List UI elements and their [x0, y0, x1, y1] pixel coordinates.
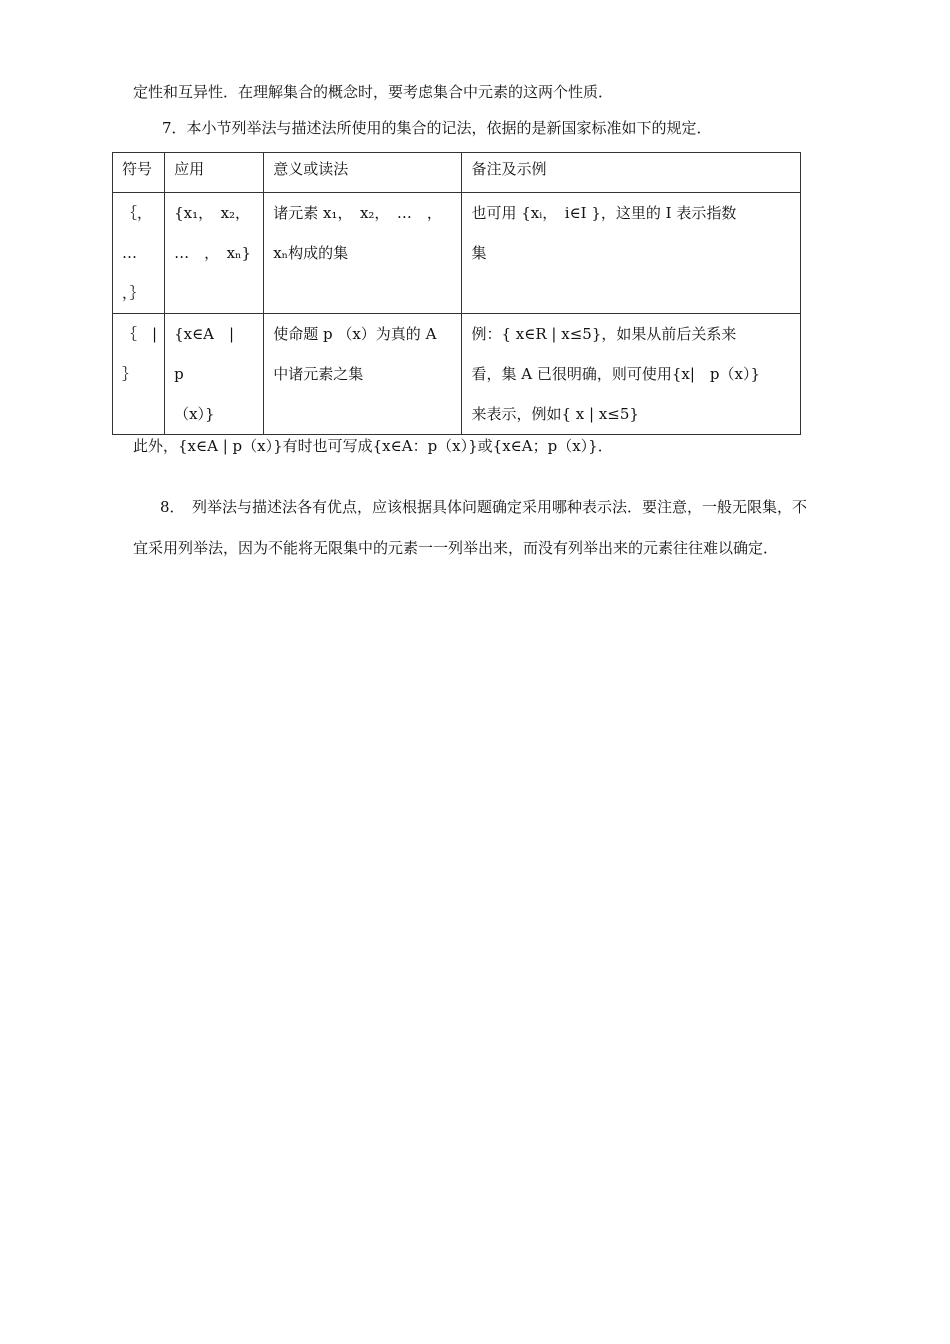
cell-symbol: ｛， … ，｝ — [113, 193, 165, 314]
item-8-text: 8． 列举法与描述法各有优点，应该根据具体问题确定采用哪种表示法．要注意，一般无限集，不宜采用列举法，因为不能将无限集中的元素一一列举出来，而没有列举出来的元素往往难以确定． — [133, 498, 808, 557]
item-7-text: 7．本小节列举法与描述法所使用的集合的记法，依据的是新国家标准如下的规定． — [162, 119, 712, 137]
table-row — [113, 314, 801, 435]
table-row — [113, 193, 801, 314]
cell-notes: 也可用 {xᵢ， i∈I }，这里的 I 表示指数 集 — [462, 193, 801, 314]
cell-application: {x₁， x₂， … ， xₙ} — [165, 193, 264, 314]
header-application: 应用 — [165, 153, 264, 193]
after-table-note: 此外，{x∈A | p（x）}有时也可写成{x∈A：p（x）}或{x∈A；p（x）}． — [133, 437, 613, 455]
paragraph-continuation: 定性和互异性．在理解集合的概念时，要考虑集合中元素的这两个性质． — [133, 83, 614, 101]
cell-application: {x∈A | p （x）} — [165, 314, 264, 435]
cell-meaning: 使命题 p （x）为真的 A 中诸元素之集 — [264, 314, 462, 435]
notation-table — [112, 152, 801, 435]
header-notes: 备注及示例 — [462, 153, 801, 193]
cell-meaning: 诸元素 x₁， x₂， … ， xₙ构成的集 — [264, 193, 462, 314]
item-8-paragraph — [133, 487, 818, 569]
table-header-row — [113, 153, 801, 193]
header-meaning: 意义或读法 — [264, 153, 462, 193]
cell-symbol: ｛ | ｝ — [113, 314, 165, 435]
cell-notes: 例：{ x∈R | x≤5}，如果从前后关系来 看，集 A 已很明确，则可使用{x| p（x）} 来表示，例如{ x | x≤5} — [462, 314, 801, 435]
header-symbol: 符号 — [113, 153, 165, 193]
